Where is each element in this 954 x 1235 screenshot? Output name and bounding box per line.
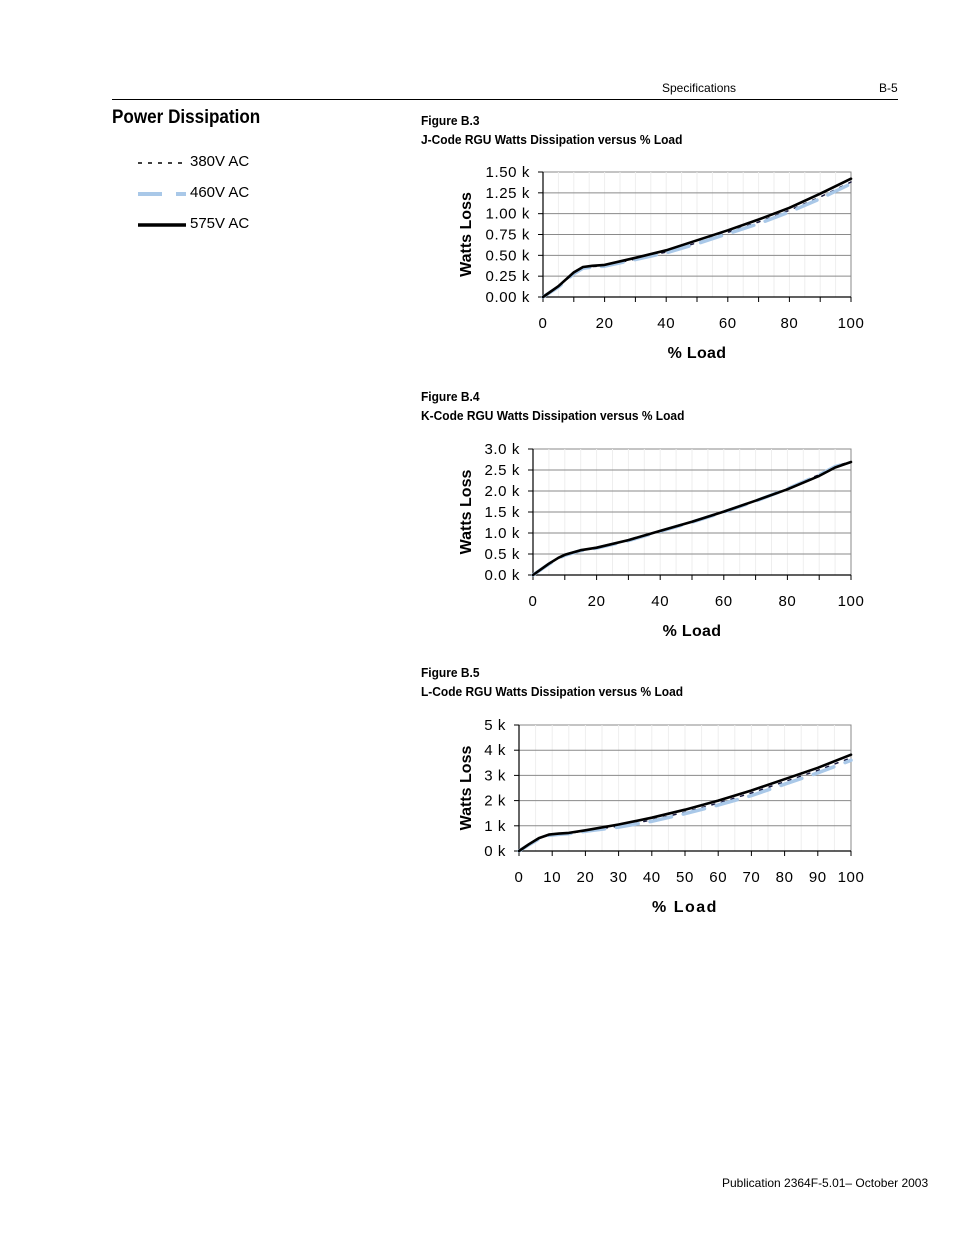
y-tick-label: 0 k: [484, 843, 506, 860]
x-tick-label: 60: [714, 593, 733, 610]
figure-caption: J-Code RGU Watts Dissipation versus % Load: [421, 132, 683, 147]
legend-swatch-solid: [136, 214, 186, 234]
y-tick-label: 3.0 k: [484, 441, 520, 458]
y-tick-label: 0.5 k: [484, 546, 520, 563]
x-tick-label: 100: [837, 869, 865, 886]
figure-caption: L-Code RGU Watts Dissipation versus % Load: [421, 684, 684, 699]
x-tick-label: 20: [576, 869, 595, 886]
y-tick-label: 2.0 k: [484, 483, 520, 500]
chart-j-code: [440, 158, 880, 373]
x-axis-title: % Load: [667, 345, 727, 362]
chart-l-code: [440, 712, 880, 927]
x-axis-title: % Load: [652, 899, 718, 916]
y-tick-label: 5 k: [484, 717, 506, 734]
x-tick-label: 80: [780, 315, 799, 332]
y-tick-label: 1.50 k: [485, 164, 530, 181]
x-tick-label: 0: [528, 593, 538, 610]
x-tick-label: 50: [676, 869, 694, 886]
section-title: Power Dissipation: [112, 107, 261, 128]
y-tick-label: 0.50 k: [485, 247, 530, 265]
y-tick-label: 3 k: [484, 767, 506, 785]
legend-label: 575V AC: [190, 215, 250, 232]
y-tick-label: 1 k: [484, 817, 506, 835]
legend-label: 380V AC: [190, 153, 250, 170]
y-tick-label: 0.75 k: [485, 226, 530, 244]
figure-number: Figure B.3: [421, 113, 480, 128]
y-tick-label: 1.0 k: [484, 525, 520, 542]
y-axis-title: Watts Loss: [458, 469, 475, 555]
page-number: B-5: [879, 81, 898, 95]
x-tick-label: 40: [651, 593, 670, 610]
y-tick-label: 0.0 k: [484, 567, 520, 584]
figure-b3-caption: [421, 111, 705, 149]
y-axis-title: Watts Loss: [458, 745, 475, 831]
figure-number: Figure B.5: [421, 665, 480, 680]
chart-l-code-svg: [440, 712, 880, 922]
legend-label: 460V AC: [190, 184, 250, 201]
x-tick-label: 10: [543, 869, 562, 886]
y-tick-label: 1.5 k: [484, 504, 520, 521]
legend-swatch-short-dash: [136, 152, 186, 172]
y-tick-label: 2 k: [484, 792, 506, 810]
y-tick-label: 1.25 k: [485, 184, 530, 202]
x-tick-label: 60: [709, 869, 728, 886]
x-tick-label: 100: [837, 593, 865, 610]
x-tick-label: 70: [742, 869, 761, 886]
chart-k-code: [440, 436, 880, 651]
x-tick-label: 40: [657, 315, 676, 332]
x-tick-label: 30: [609, 869, 628, 886]
x-tick-label: 20: [595, 315, 614, 332]
x-tick-label: 60: [718, 315, 737, 332]
x-tick-label: 0: [514, 869, 524, 886]
x-tick-label: 40: [642, 869, 661, 886]
figure-number: Figure B.4: [421, 389, 480, 404]
y-tick-label: 2.5 k: [484, 462, 520, 479]
header-rule: [112, 99, 898, 100]
x-tick-label: 80: [778, 593, 797, 610]
publication-footer: Publication 2364F-5.01– October 2003: [722, 1176, 929, 1190]
figure-b4-caption: [421, 387, 707, 425]
figure-b5-caption: [421, 663, 706, 701]
legend-swatch-long-dash: [136, 183, 186, 203]
y-tick-label: 0.25 k: [485, 268, 530, 286]
figure-caption: K-Code RGU Watts Dissipation versus % Load: [421, 408, 685, 423]
x-tick-label: 90: [808, 869, 827, 886]
y-axis-title: Watts Loss: [458, 192, 475, 277]
y-tick-label: 0.00 k: [485, 289, 530, 306]
x-tick-label: 20: [587, 593, 606, 610]
x-tick-label: 100: [837, 315, 865, 332]
x-tick-label: 80: [775, 869, 794, 886]
chart-j-code-svg: [440, 158, 880, 368]
chart-k-code-svg: [440, 436, 880, 646]
y-tick-label: 1.00 k: [485, 205, 530, 223]
x-tick-label: 0: [538, 315, 548, 332]
running-header-title: Specifications: [662, 81, 737, 95]
y-tick-label: 4 k: [484, 742, 506, 760]
x-axis-title: % Load: [662, 623, 722, 640]
